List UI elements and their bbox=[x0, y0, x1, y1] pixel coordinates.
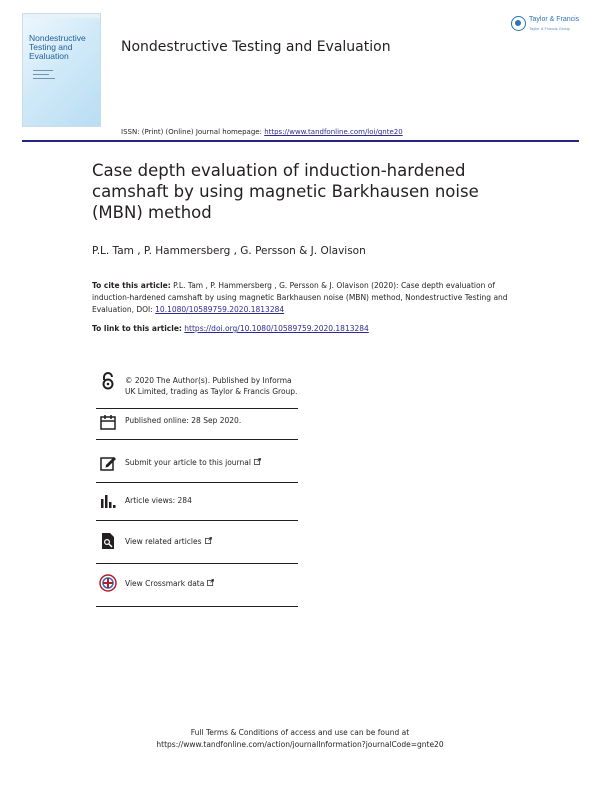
journal-cover-image[interactable] bbox=[22, 13, 101, 127]
crossmark-text[interactable]: View Crossmark data bbox=[125, 579, 205, 588]
publisher-name: Taylor & Francis bbox=[529, 16, 580, 23]
cover-text-line bbox=[33, 74, 49, 75]
taylor-francis-logo[interactable] bbox=[511, 14, 585, 38]
cover-text-line bbox=[33, 78, 55, 79]
cover-top-strip bbox=[23, 14, 100, 18]
issn-row bbox=[121, 128, 403, 136]
crossmark-icon bbox=[99, 574, 117, 592]
search-document-icon bbox=[99, 532, 117, 550]
article-title: Case depth evaluation of induction-hardened camshaft by using magnetic Barkhausen noise (MBN) method bbox=[92, 161, 479, 222]
citation-text: P.L. Tam , P. Hammersberg , G. Persson & J. Olavison (2020): Case depth evaluation of induction-hardened camshaft by using magnetic Barkhausen noise (MBN) method, Nondestructive Testing and Evaluation, DOI: bbox=[92, 281, 508, 314]
footer-terms-text: Full Terms & Conditions of access and use can be found at bbox=[190, 728, 410, 737]
info-divider bbox=[96, 606, 298, 607]
header-divider bbox=[22, 140, 579, 142]
edit-icon bbox=[99, 454, 117, 472]
article-views: Article views: 284 bbox=[125, 496, 192, 505]
journal-homepage-link[interactable]: https://www.tandfonline.com/loi/gnte20 bbox=[264, 128, 403, 136]
publisher-logo-icon bbox=[511, 16, 526, 31]
submit-article-link[interactable] bbox=[125, 458, 299, 469]
related-articles-text[interactable]: View related articles bbox=[125, 537, 202, 546]
info-divider bbox=[96, 520, 298, 521]
calendar-icon bbox=[99, 413, 117, 431]
external-link-icon bbox=[207, 579, 214, 586]
info-divider bbox=[96, 563, 298, 564]
article-authors: P.L. Tam , P. Hammersberg , G. Persson & J. Olavison bbox=[92, 245, 366, 257]
crossmark-link[interactable] bbox=[125, 579, 299, 590]
publisher-tagline: Taylor & Francis Group bbox=[529, 26, 570, 31]
published-date: Published online: 28 Sep 2020. bbox=[125, 416, 242, 425]
footer bbox=[0, 727, 600, 751]
info-divider bbox=[96, 439, 298, 440]
submit-article-text[interactable]: Submit your article to this journal bbox=[125, 458, 251, 467]
cover-text-line bbox=[33, 70, 53, 71]
external-link-icon bbox=[205, 537, 212, 544]
info-divider bbox=[96, 408, 298, 409]
license-text: © 2020 The Author(s). Published by Informa UK Limited, trading as Taylor & Francis Group. bbox=[125, 376, 298, 396]
cover-title: Nondestructive Testing and Evaluation bbox=[29, 33, 86, 61]
article-link-row bbox=[92, 324, 369, 333]
citation-block bbox=[92, 280, 522, 316]
citation-label: To cite this article: bbox=[92, 281, 171, 290]
citation-doi-link[interactable]: 10.1080/10589759.2020.1813284 bbox=[155, 305, 285, 314]
footer-journal-info-link[interactable]: https://www.tandfonline.com/action/journalInformation?journalCode=gnte20 bbox=[156, 740, 444, 749]
journal-title[interactable]: Nondestructive Testing and Evaluation bbox=[121, 39, 391, 55]
info-divider bbox=[96, 482, 298, 483]
article-link-label: To link to this article: bbox=[92, 324, 182, 333]
open-access-icon bbox=[99, 372, 117, 390]
issn-label: ISSN: (Print) (Online) Journal homepage: bbox=[121, 128, 262, 136]
related-articles-link[interactable] bbox=[125, 537, 299, 548]
bar-chart-icon bbox=[99, 492, 117, 510]
external-link-icon bbox=[254, 458, 261, 465]
article-doi-url[interactable]: https://doi.org/10.1080/10589759.2020.1813284 bbox=[184, 324, 369, 333]
